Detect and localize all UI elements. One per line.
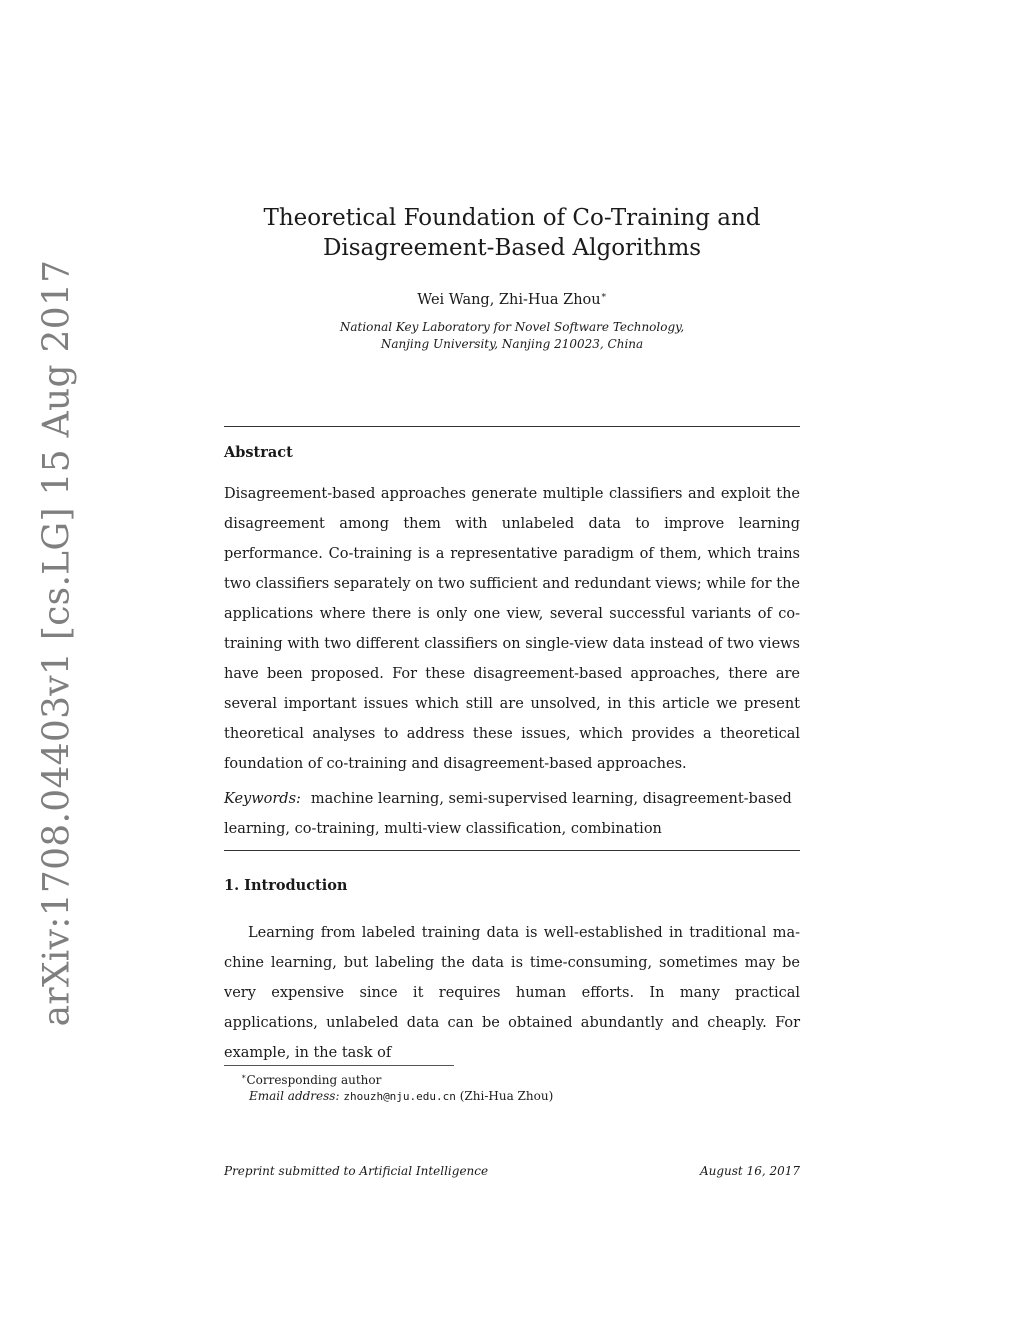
abstract-body: Disagreement-based approaches generate multiple classifiers and exploit the disagreement among them with unlabeled data to improve learning performance. Co-training is a representative paradigm of them, which trains two classifiers separately on two sufficient and redundant views; while for the applications where there is only one view, several successful variants of co-training with two different classifiers on single-view data instead of two views have been proposed. For these disagreement-based approaches, there are several important issues which still are unsolved, in this article we present theoretical analyses to address these issues, which provides a theoretical foundation of co-training and disagreement-based approaches. <box>224 486 800 772</box>
keywords <box>224 784 800 844</box>
keywords-text: machine learning, semi-supervised learning, disagreement-based learning, co-training, multi-view classification, combination <box>224 791 792 837</box>
arxiv-identifier-stamp: arXiv:1708.04403v1 [cs.LG] 15 Aug 2017 <box>36 259 78 1027</box>
footnote-corresponding: Corresponding author <box>246 1073 382 1087</box>
author-names: Wei Wang, Zhi-Hua Zhou <box>417 291 601 308</box>
email-address: zhouzh@nju.edu.cn <box>343 1090 456 1103</box>
email-label: Email address: <box>249 1089 340 1103</box>
abstract-heading: Abstract <box>224 444 293 461</box>
abstract-top-rule <box>224 426 800 427</box>
page-footer <box>224 1164 800 1178</box>
affiliation-line-1: National Key Laboratory for Novel Software Technology, <box>339 320 685 334</box>
footer-submission: Preprint submitted to Artificial Intelligence <box>224 1164 489 1178</box>
title-line-2: Disagreement-Based Algorithms <box>322 235 702 261</box>
footnote <box>224 1069 553 1105</box>
footnote-rule <box>224 1065 454 1066</box>
affiliation <box>224 319 800 353</box>
corresponding-author-marker: ∗ <box>600 291 607 301</box>
title-line-1: Theoretical Foundation of Co-Training and <box>263 205 761 231</box>
footnote-marker: ∗ <box>241 1072 247 1081</box>
section-heading-introduction: 1. Introduction <box>224 877 348 894</box>
footer-date: August 16, 2017 <box>699 1164 800 1178</box>
author-list <box>224 291 800 308</box>
abstract-bottom-rule <box>224 850 800 851</box>
email-name: (Zhi-Hua Zhou) <box>459 1089 554 1103</box>
affiliation-line-2: Nanjing University, Nanjing 210023, China <box>380 337 644 351</box>
introduction-body: Learning from labeled training data is well-established in traditional machine learning, but labeling the data is time-consuming, sometimes may be very expensive since it requires human efforts. In many practical applications, unlabeled data can be obtained abundantly and cheaply. For example, in the task of <box>224 925 800 1061</box>
keywords-label: Keywords: <box>224 791 301 807</box>
paper-title <box>224 203 800 263</box>
